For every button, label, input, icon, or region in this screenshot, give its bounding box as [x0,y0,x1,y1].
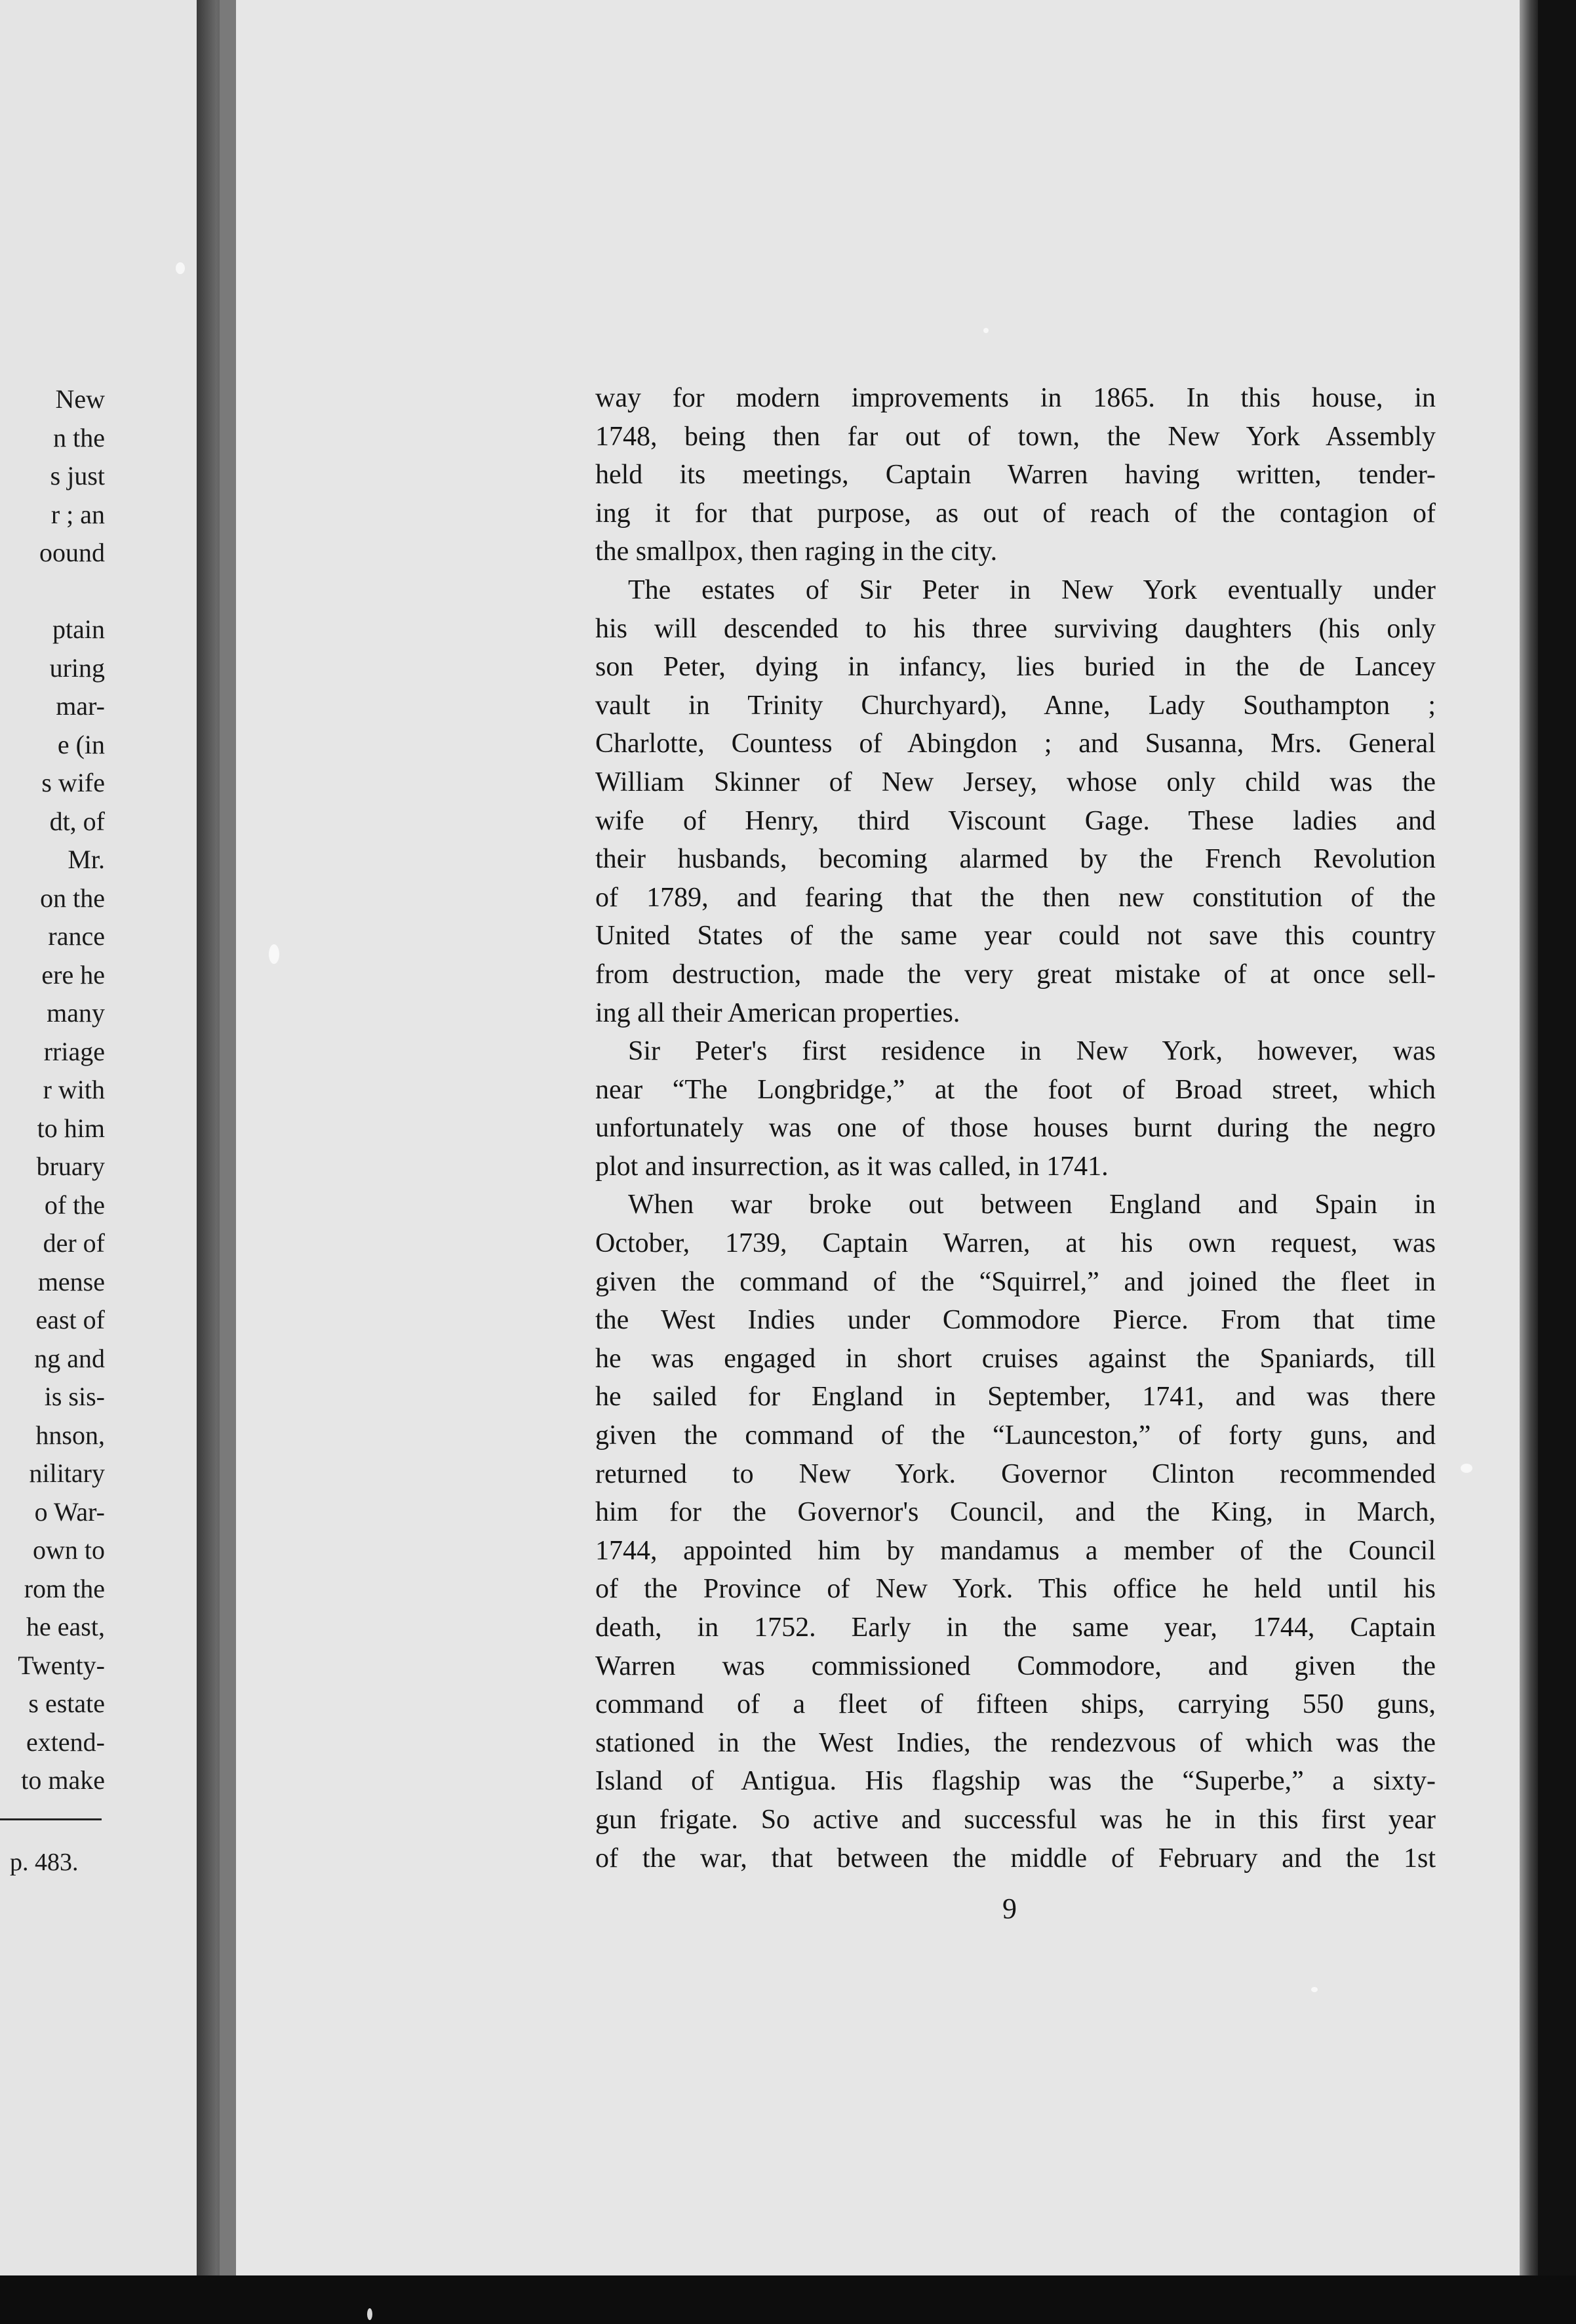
body-text-line: their husbands, becoming alarmed by the French Revolution [595,844,1436,875]
left-page-line: oound [39,538,105,567]
body-text-line: unfortunately was one of those houses burnt during the negro [595,1113,1436,1144]
body-text-line: United States of the same year could not save this country [595,921,1436,952]
body-text-line: way for modern improvements in 1865. In this house, in [595,383,1436,413]
body-text-line: ing it for that purpose, as out of reach of the contagion of [595,498,1436,529]
main-page [236,0,1529,2282]
left-page-line: to him [37,1113,105,1143]
body-text-line: stationed in the West Indies, the rendezvous of which was the [595,1727,1436,1758]
left-page-line: bruary [36,1152,105,1181]
page-right-edge [1520,0,1538,2282]
main-page-body-text [595,379,1436,1877]
left-page-line: rriage [43,1036,105,1066]
left-page-line: n the [53,422,105,452]
body-text-line: plot and insurrection, as it was called, in 1741. [595,1151,1109,1182]
body-text-line: When war broke out between England and Spain in [628,1190,1436,1220]
left-page-line: hnson, [35,1420,105,1450]
body-text-line: 1744, appointed him by mandamus a member of the Council [595,1535,1436,1566]
left-page-line: r ; an [50,499,105,529]
left-page-line: s estate [28,1689,105,1718]
body-text-line: the smallpox, then raging in the city. [595,536,998,567]
body-text-line: Warren was commissioned Commodore, and given the [595,1651,1436,1681]
left-page-line: of the [44,1190,105,1220]
left-page-text [0,380,105,1800]
left-page-line: on the [40,883,105,913]
body-text-line: given the command of the “Launceston,” of forty guns, and [595,1420,1436,1451]
left-page-line: mense [37,1266,105,1296]
body-text-line: near “The Longbridge,” at the foot of Broad street, which [595,1074,1436,1105]
body-text-line: wife of Henry, third Viscount Gage. These ladies and [595,805,1436,836]
left-page-line: nilitary [29,1458,105,1488]
left-page-line: own to [33,1535,105,1565]
left-page-line: rom the [24,1573,105,1603]
body-text-line: gun frigate. So active and successful was he in this first year [595,1804,1436,1835]
left-page-line: der of [43,1228,105,1258]
body-text-line: 1748, being then far out of town, the New York Assembly [595,421,1436,452]
left-page-footnote: p. 483. [10,1849,79,1876]
left-page-line: to make [21,1765,105,1795]
left-page-line: mar- [56,691,105,721]
left-page-line: New [55,384,105,414]
left-page-line: he east, [26,1612,105,1641]
left-page-line: ere he [41,959,105,990]
body-text-line: death, in 1752. Early in the same year, 1744, Captain [595,1613,1436,1643]
left-page-line: ptain [52,614,105,644]
body-text-line: command of a fleet of fifteen ships, carrying 550 guns, [595,1689,1436,1720]
scan-speck [983,328,989,333]
body-text-line: William Skinner of New Jersey, whose only child was the [595,767,1436,797]
scan-speck [269,944,279,964]
body-text-line: him for the Governor's Council, and the King, in March, [595,1497,1436,1528]
left-page-line: ng and [34,1343,105,1373]
left-page-line: s just [50,461,105,491]
left-page-line: rance [48,921,105,951]
left-page-line [0,572,105,611]
left-page-line: is sis- [44,1382,105,1411]
body-text-line: he sailed for England in September, 1741, and was there [595,1382,1436,1412]
body-text-line: son Peter, dying in infancy, lies buried in the de Lancey [595,652,1436,683]
scan-speck [1461,1464,1472,1473]
scan-speck [367,2308,372,2320]
footnote-rule [0,1818,102,1820]
left-page-line: Twenty- [18,1650,105,1680]
body-text-line: given the command of the “Squirrel,” and joined the fleet in [595,1266,1436,1297]
body-text-line: of the Province of New York. This office he held until his [595,1574,1436,1605]
left-page-line: Mr. [68,845,105,874]
scan-speck [176,262,185,274]
body-text-line: Sir Peter's first residence in New York, however, was [628,1036,1436,1067]
left-page-line: s wife [41,768,105,797]
body-text-line: returned to New York. Governor Clinton recommended [595,1458,1436,1489]
left-page-line: many [47,998,105,1028]
body-text-line: his will descended to his three surviving daughters (his only [595,613,1436,644]
left-page-line: r with [43,1075,105,1104]
left-page-line: uring [49,652,105,683]
body-text-line: vault in Trinity Churchyard), Anne, Lady Southampton ; [595,690,1436,721]
body-text-line: October, 1739, Captain Warren, at his own request, was [595,1228,1436,1259]
body-text-line: Island of Antigua. His flagship was the “Superbe,” a sixty- [595,1766,1436,1797]
body-text-line: of 1789, and fearing that the then new constitution of the [595,882,1436,913]
body-text-line: he was engaged in short cruises against the Spaniards, till [595,1343,1436,1374]
left-page-line: e (in [57,729,105,759]
body-text-line: held its meetings, Captain Warren having written, tender- [595,460,1436,491]
body-text-line: ing all their American properties. [595,997,960,1028]
left-page-line: dt, of [49,806,105,836]
left-page-fragment [0,0,197,2275]
body-text-line: from destruction, made the very great mistake of at once sell- [595,959,1436,990]
left-page-line: extend- [26,1727,105,1757]
body-text-line: the West Indies under Commodore Pierce. From that time [595,1305,1436,1336]
body-text-line: The estates of Sir Peter in New York eventually under [628,574,1436,605]
left-page-line: east of [35,1305,105,1334]
scan-bottom-border [0,2275,1576,2324]
page-number: 9 [1002,1893,1017,1925]
left-page-line: o War- [34,1496,105,1527]
scan-speck [1311,1987,1318,1992]
body-text-line: Charlotte, Countess of Abingdon ; and Susanna, Mrs. General [595,729,1436,759]
body-text-line: of the war, that between the middle of February and the 1st [595,1843,1436,1873]
